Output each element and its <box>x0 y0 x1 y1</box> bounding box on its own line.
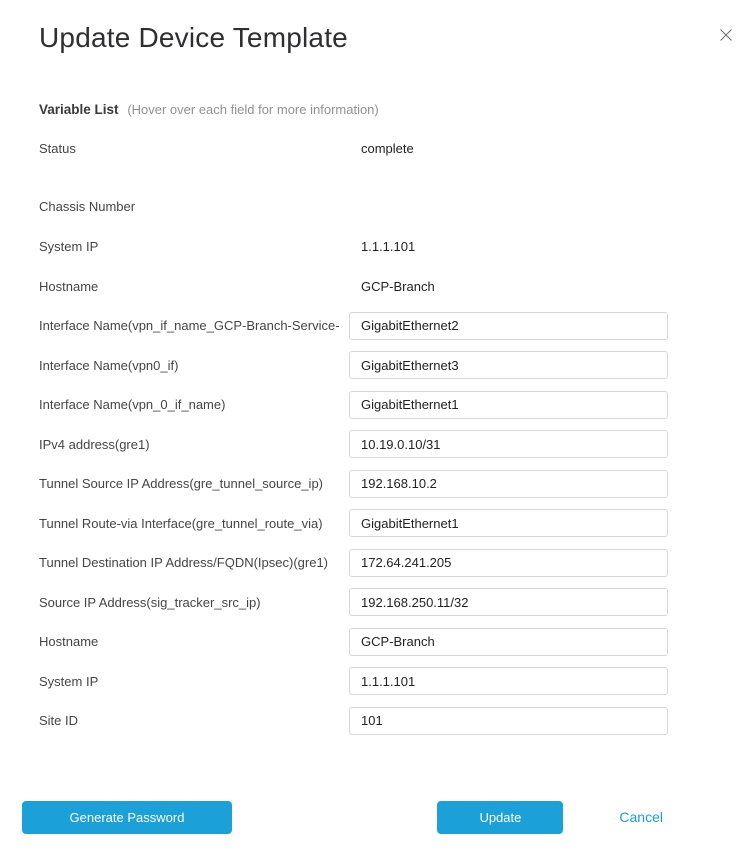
field-label: Interface Name(vpn0_if) <box>39 357 179 373</box>
variable-list-hint: (Hover over each field for more information) <box>127 102 379 117</box>
input-field-list <box>0 306 752 741</box>
variable-list-header <box>39 101 713 118</box>
generate-password-button[interactable]: Generate Password <box>22 801 232 834</box>
field-label: System IP <box>39 238 99 254</box>
field-label: System IP <box>39 673 99 689</box>
field-label: Source IP Address(sig_tracker_src_ip) <box>39 594 261 610</box>
field-label: Tunnel Source IP Address(gre_tunnel_source_ip) <box>39 476 324 492</box>
update-button[interactable]: Update <box>437 801 563 834</box>
input-field-row <box>0 701 752 741</box>
field-input[interactable] <box>349 470 668 498</box>
input-field-row <box>0 306 752 346</box>
field-input[interactable] <box>349 549 668 577</box>
field-label: Hostname <box>39 634 99 650</box>
input-field-row <box>0 622 752 662</box>
close-x-glyph <box>719 28 733 42</box>
input-field-row <box>0 464 752 504</box>
field-label: IPv4 address(gre1) <box>39 436 150 452</box>
input-field-row <box>0 504 752 544</box>
input-field-row <box>0 543 752 583</box>
static-field-row <box>0 226 752 266</box>
cancel-link[interactable]: Cancel <box>619 809 663 825</box>
input-field-row <box>0 346 752 386</box>
field-label: Tunnel Route-via Interface(gre_tunnel_route_via) <box>39 515 323 531</box>
input-field-row <box>0 662 752 702</box>
static-field-list <box>0 128 752 306</box>
field-input[interactable] <box>349 667 668 695</box>
field-input[interactable] <box>349 588 668 616</box>
input-field-row <box>0 583 752 623</box>
footer-actions <box>0 801 752 834</box>
field-label: Site ID <box>39 713 79 729</box>
static-field-row <box>0 128 752 168</box>
close-icon[interactable] <box>717 26 735 44</box>
variable-list-heading: Variable List <box>39 102 119 117</box>
field-static-value: GCP-Branch <box>361 278 435 294</box>
field-input[interactable] <box>349 351 668 379</box>
static-field-row <box>0 186 752 226</box>
field-label: Interface Name(vpn_if_name_GCP-Branch-Service- <box>39 318 340 334</box>
field-input[interactable] <box>349 312 668 340</box>
input-field-row <box>0 425 752 465</box>
page-title: Update Device Template <box>39 22 348 53</box>
field-input[interactable] <box>349 707 668 735</box>
field-static-value: complete <box>361 140 414 156</box>
field-label: Chassis Number <box>39 198 136 214</box>
field-label: Hostname <box>39 278 99 294</box>
field-input[interactable] <box>349 509 668 537</box>
update-device-template-modal <box>0 21 752 865</box>
field-label: Interface Name(vpn_0_if_name) <box>39 397 226 413</box>
field-label: Status <box>39 140 76 156</box>
field-static-value: 1.1.1.101 <box>361 238 416 254</box>
input-field-row <box>0 385 752 425</box>
static-field-row <box>0 266 752 306</box>
field-list <box>0 128 752 741</box>
field-input[interactable] <box>349 628 668 656</box>
field-input[interactable] <box>349 430 668 458</box>
field-label: Tunnel Destination IP Address/FQDN(Ipsec)(gre1) <box>39 555 329 571</box>
field-input[interactable] <box>349 391 668 419</box>
